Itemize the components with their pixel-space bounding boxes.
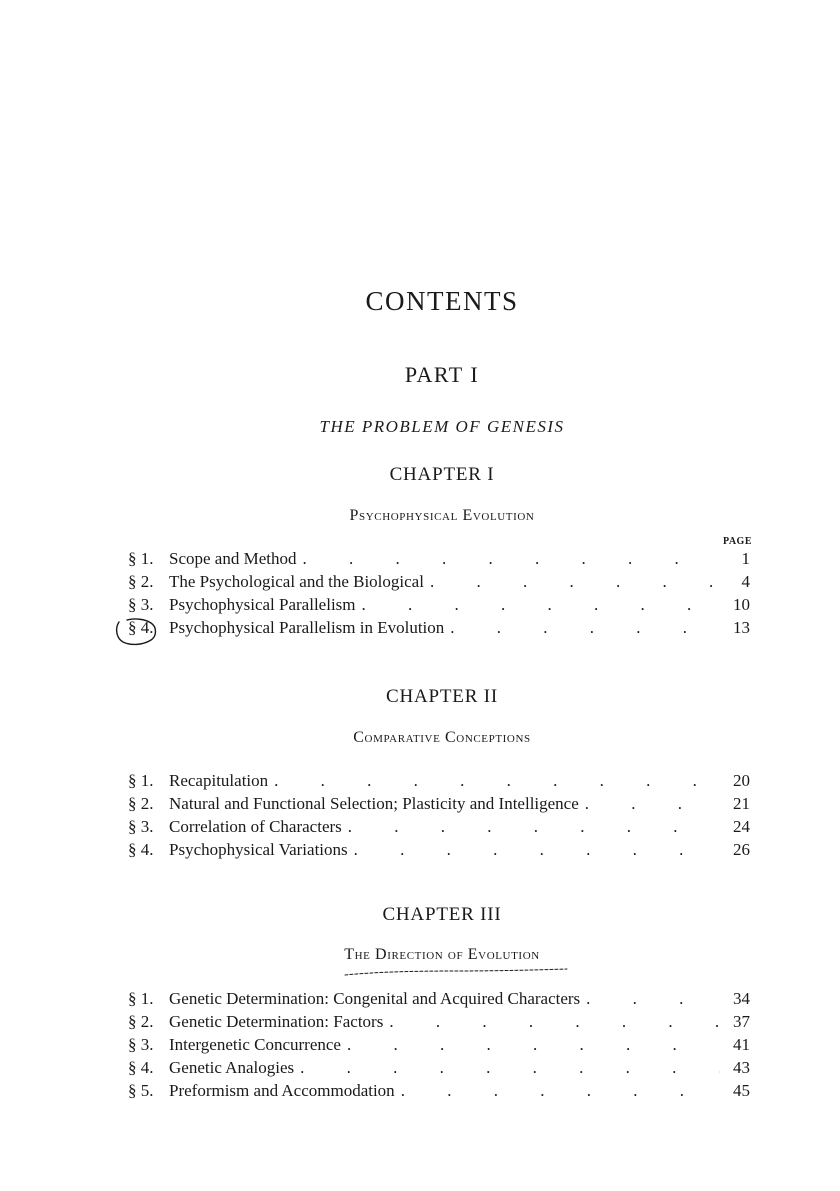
dot-leader [341,1033,720,1056]
section-title: The Psychological and the Biological [169,572,424,591]
section-number: § 3. [128,817,154,836]
page-number: 13 [733,618,750,637]
page-number: 10 [733,595,750,614]
section-title: Psychophysical Variations [169,840,348,859]
chapter-3-subtitle: The Direction of Evolution [344,946,540,963]
section-title: Genetic Determination: Factors [169,1012,384,1031]
section-title: Intergenetic Concurrence [169,1035,341,1054]
page-number: 34 [733,989,750,1008]
section-title: Psychophysical Parallelism [169,595,356,614]
toc-entry[interactable] [128,1056,750,1079]
section-title: Genetic Analogies [169,1058,295,1077]
section-title: Recapitulation [169,771,269,790]
toc-entry[interactable] [128,547,750,570]
section-number: § 4. [128,1058,154,1077]
part-subtitle: THE PROBLEM OF GENESIS [319,417,565,436]
section-number: § 1. [128,989,154,1008]
toc-entry[interactable] [128,792,750,815]
page-number: 24 [733,817,750,836]
chapter-1-title: CHAPTER I [389,464,495,485]
page-number: 20 [733,771,750,790]
dot-leader [580,987,720,1010]
toc-entry[interactable] [128,593,750,616]
section-title: Genetic Determination: Congenital and Acquired Characters [169,989,581,1008]
toc-entry[interactable] [128,570,750,593]
chapter-2-title: CHAPTER II [386,686,498,707]
section-number: § 4. [128,618,154,637]
chapter-1-entries [128,547,750,639]
page-number: 41 [733,1035,750,1054]
toc-entry[interactable] [128,838,750,861]
dot-leader [268,769,720,792]
dot-leader [294,1056,720,1079]
dot-leader [296,547,720,570]
section-number: § 5. [128,1081,154,1100]
handwritten-underline-annotation [335,963,575,979]
chapter-3-entries [128,987,750,1102]
page-number: 4 [741,572,750,591]
section-number: § 2. [128,1012,154,1031]
toc-entry[interactable] [128,815,750,838]
dot-leader [342,815,720,838]
toc-entry[interactable] [128,616,750,639]
page-number: 21 [733,794,750,813]
section-number: § 1. [128,771,154,790]
chapter-2-subtitle: Comparative Conceptions [353,729,531,746]
toc-entry[interactable] [128,1010,750,1033]
page-number: 43 [733,1058,750,1077]
section-title: Natural and Functional Selection; Plasticity and Intelligence [169,794,579,813]
chapter-1-subtitle: Psychophysical Evolution [349,507,535,524]
dot-leader [383,1010,720,1033]
dot-leader [356,593,720,616]
toc-entry[interactable] [128,987,750,1010]
dot-leader [424,570,720,593]
section-number: § 1. [128,549,154,568]
dot-leader [395,1079,720,1102]
section-number: § 3. [128,1035,154,1054]
dot-leader [348,838,720,861]
section-number: § 2. [128,572,154,591]
part-title: PART I [404,362,480,387]
section-title: Correlation of Characters [169,817,342,836]
chapter-2-entries [128,769,750,861]
toc-entry[interactable] [128,1079,750,1102]
dot-leader [579,792,720,815]
chapter-3-title: CHAPTER III [382,904,502,925]
page-number: 26 [733,840,750,859]
toc-entry[interactable] [128,769,750,792]
page-number: 37 [733,1012,750,1031]
page-column-label: PAGE [722,536,752,547]
contents-heading: CONTENTS [365,286,519,316]
section-number: § 4. [128,840,154,859]
page-number: 1 [741,549,750,568]
section-title: Scope and Method [169,549,297,568]
dot-leader [444,616,720,639]
section-number: § 2. [128,794,154,813]
page-number: 45 [733,1081,750,1100]
toc-entry[interactable] [128,1033,750,1056]
section-title: Psychophysical Parallelism in Evolution [169,618,445,637]
section-title: Preformism and Accommodation [169,1081,395,1100]
section-number: § 3. [128,595,154,614]
